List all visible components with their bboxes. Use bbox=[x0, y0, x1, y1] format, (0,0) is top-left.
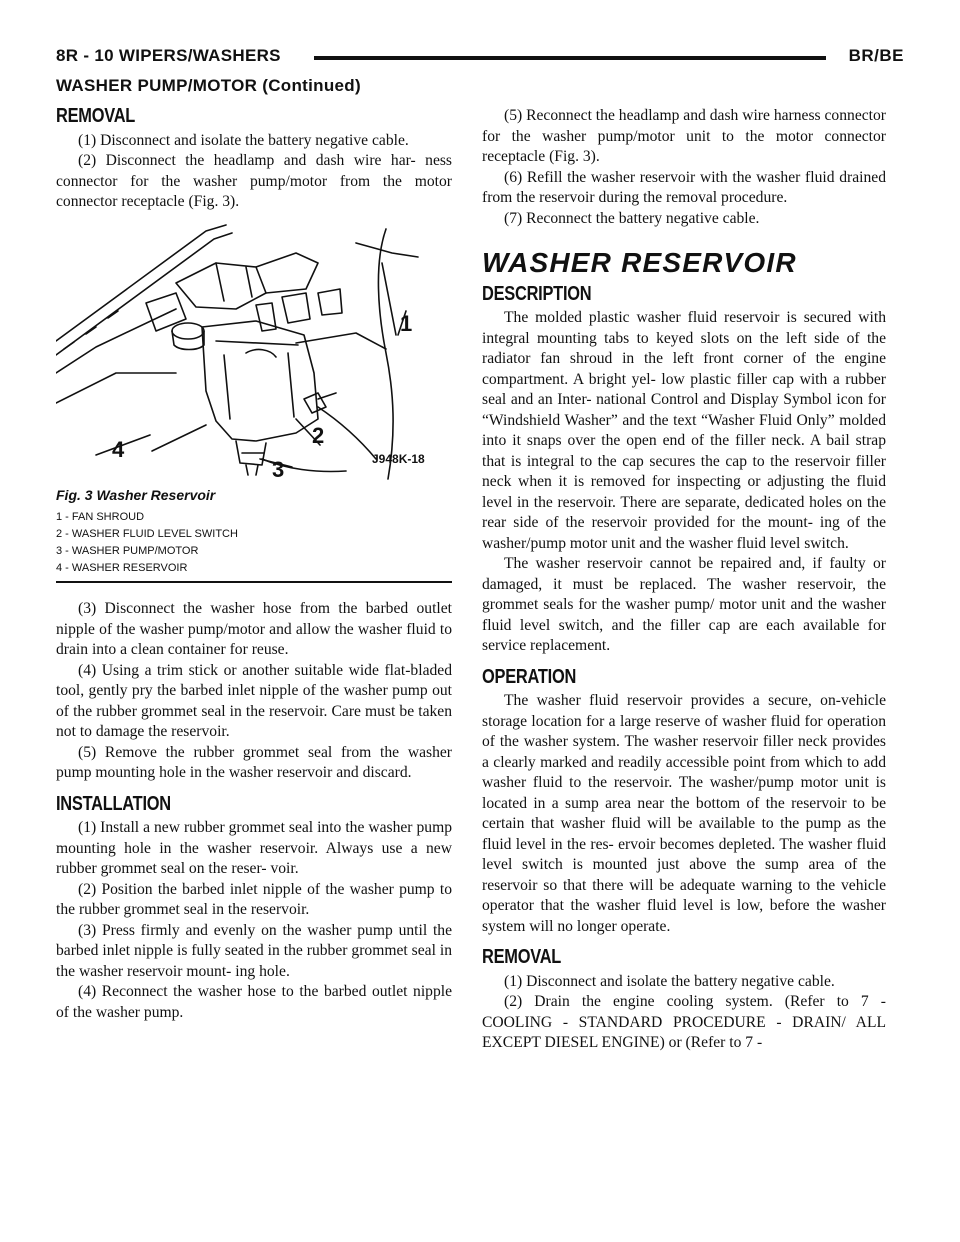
removal-heading: REMOVAL bbox=[56, 105, 136, 127]
paragraph: (4) Reconnect the washer hose to the barbed outlet nipple of the washer pump. bbox=[56, 983, 452, 1021]
paragraph: (5) Reconnect the headlamp and dash wire harness connector for the washer pump/motor unit to the motor connector receptacle (Fig. 3). bbox=[482, 107, 886, 165]
paragraph: (1) Disconnect and isolate the battery negative cable. bbox=[78, 131, 409, 149]
paragraph: (2) Position the barbed inlet nipple of the washer pump to the rubber grommet seal in the reservoir. bbox=[56, 880, 452, 918]
legend-item: 3 - WASHER PUMP/MOTOR bbox=[56, 545, 199, 557]
figure-caption: Fig. 3 Washer Reservoir bbox=[56, 486, 216, 503]
page-reference: 8R - 10 WIPERS/WASHERS bbox=[56, 46, 281, 65]
legend-item: 4 - WASHER RESERVOIR bbox=[56, 562, 188, 574]
paragraph: The washer fluid reservoir provides a secure, on-vehicle storage location for a large reserve of washer fluid for operation of the washer system. The washer reservoir filler neck provides a clearly marked and readily accessible point from which to add washer fluid to the reservoir. The washer/pump motor unit is located in a sump area near the bottom of the reservoir to be certain that washer fluid will be available to the pump as the fluid level in the res- ervoir becomes depleted. The washer fluid level switch is mounted just above the sump area of the reservoir so that there will be adequate warning to the vehicle operator that the washer fluid level is low, before the washer system will no longer operate. bbox=[482, 692, 886, 935]
figure-legend bbox=[56, 509, 452, 577]
paragraph: (2) Disconnect the headlamp and dash wire har- ness connector for the washer pump/motor from the motor connector receptacle (Fig. 3). bbox=[56, 152, 452, 210]
paragraph: (3) Press firmly and evenly on the washer pump until the barbed inlet nipple is fully seated in the rubber grommet seal in the washer reservoir mount- ing hole. bbox=[56, 921, 452, 980]
legend-item: 1 - FAN SHROUD bbox=[56, 511, 145, 523]
paragraph: (3) Disconnect the washer hose from the barbed outlet nipple of the washer pump/motor and allow the washer fluid to drain into a clean container for reuse. bbox=[56, 600, 452, 658]
right-column bbox=[482, 106, 886, 1054]
operation-heading: OPERATION bbox=[482, 665, 577, 688]
figure-washer-reservoir bbox=[56, 223, 452, 584]
paragraph: (1) Disconnect and isolate the battery negative cable. bbox=[504, 972, 835, 990]
installation-heading: INSTALLATION bbox=[56, 792, 171, 815]
paragraph: (5) Remove the rubber grommet seal from the washer pump mounting hole in the washer reservoir and discard. bbox=[56, 743, 452, 781]
legend-item: 2 - WASHER FLUID LEVEL SWITCH bbox=[56, 528, 238, 540]
section-title: WASHER RESERVOIR bbox=[482, 247, 797, 278]
continued-heading: WASHER PUMP/MOTOR (Continued) bbox=[56, 76, 361, 95]
paragraph: (1) Install a new rubber grommet seal into the washer pump mounting hole in the washer reservoir. Always use a new rubber grommet seal on the reser- voir. bbox=[56, 819, 452, 877]
figure-rule bbox=[56, 581, 452, 583]
washer-reservoir-illustration bbox=[56, 223, 452, 481]
left-column bbox=[56, 106, 452, 1023]
callout-1: 1 bbox=[400, 310, 413, 336]
paragraph: (7) Reconnect the battery negative cable. bbox=[504, 209, 760, 227]
paragraph: The molded plastic washer fluid reservoir is secured with integral mounting tabs to keyed slots on the left side of the radiator fan shroud in the left front corner of the engine compartment. A bright yel- low plastic filler cap with a rubber seal and an Inter- national Control and Display Symbol icon for “Windshield Washer” and the text “Washer Fluid Only” molded into it snaps over the open end of the filler neck. A bail strap that is integral to the cap secures the cap to the reservoir filler neck when it is removed for inspecting or adjusting the fluid level in the reservoir. There are separate, dedicated holes on the rear side of the reservoir provided for the mount- ing of the washer/pump motor unit and the washer fluid level switch. bbox=[482, 309, 886, 552]
removal-heading-2: REMOVAL bbox=[482, 946, 562, 968]
callout-2: 2 bbox=[312, 422, 325, 448]
page-header bbox=[56, 42, 904, 72]
figure-code: J948K-18 bbox=[372, 451, 425, 466]
paragraph: (4) Using a trim stick or another suitable wide flat-bladed tool, gently pry the barbed inlet nipple of the washer pump out of the rubber grommet seal in the reservoir. Care must be taken not to damage the reservoir. bbox=[56, 661, 452, 740]
description-heading: DESCRIPTION bbox=[482, 282, 592, 305]
paragraph: The washer reservoir cannot be repaired and, if faulty or damaged, it must be replaced. The washer reservoir, the grommet seals for the washer pump/ motor unit and the washer fluid level switch, and the filler cap are each available for service replacement. bbox=[482, 555, 886, 654]
model-code: BR/BE bbox=[848, 46, 904, 65]
callout-4: 4 bbox=[112, 436, 125, 462]
callout-3: 3 bbox=[272, 456, 285, 481]
paragraph: (2) Drain the engine cooling system. (Refer to 7 - COOLING - STANDARD PROCEDURE - DRAIN/ ALL EXCEPT DIESEL ENGINE) or (Refer to 7 - bbox=[482, 993, 886, 1051]
paragraph: (6) Refill the washer reservoir with the washer fluid drained from the reservoir during the removal procedure. bbox=[482, 168, 886, 206]
header-rule bbox=[314, 56, 826, 60]
